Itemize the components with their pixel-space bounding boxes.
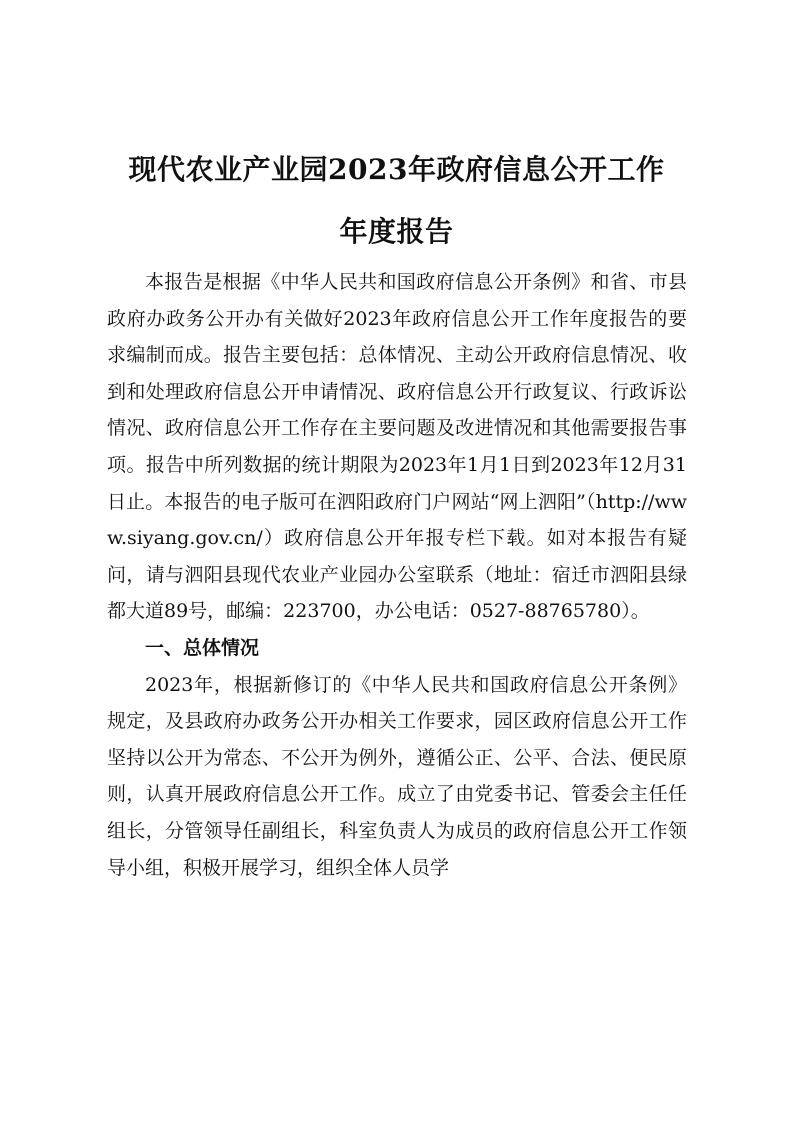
report-title-line-1: 现代农业产业园2023年政府信息公开工作 xyxy=(128,153,665,186)
report-title-line-2: 年度报告 xyxy=(339,215,454,248)
section-heading-overview: 一、总体情况 xyxy=(145,636,260,659)
report-body xyxy=(107,264,687,886)
overview-paragraph: 2023年，根据新修订的《中华人民共和国政府信息公开条例》规定，及县政府办政务公开办相关工作要求，园区政府信息公开工作坚持以公开为常态、不公开为例外，遵循公正、公平、合法、便民原则，认真开展政府信息公开工作。成立了由党委书记、管委会主任任组长，分管领导任副组长，科室负责人为成员的政府信息公开工作领导小组，积极开展学习，组织全体人员学 xyxy=(107,673,687,879)
intro-paragraph: 本报告是根据《中华人民共和国政府信息公开条例》和省、市县政府办政务公开办有关做好2023年政府信息公开工作年度报告的要求编制而成。报告主要包括：总体情况、主动公开政府信息情况、收到和处理政府信息公开申请情况、政府信息公开行政复议、行政诉讼情况、政府信息公开工作存在主要问题及改进情况和其他需要报告事项。报告中所列数据的统计期限为2023年1月1日到2023年12月31日止。本报告的电子版可在泗阳政府门户网站“网上泗阳”（http://www.siyang.gov.cn/）政府信息公开年报专栏下载。如对本报告有疑问，请与泗阳县现代农业产业园办公室联系（地址：宿迁市泗阳县绿都大道89号，邮编：223700，办公电话：0527-88765780）。 xyxy=(107,271,687,623)
